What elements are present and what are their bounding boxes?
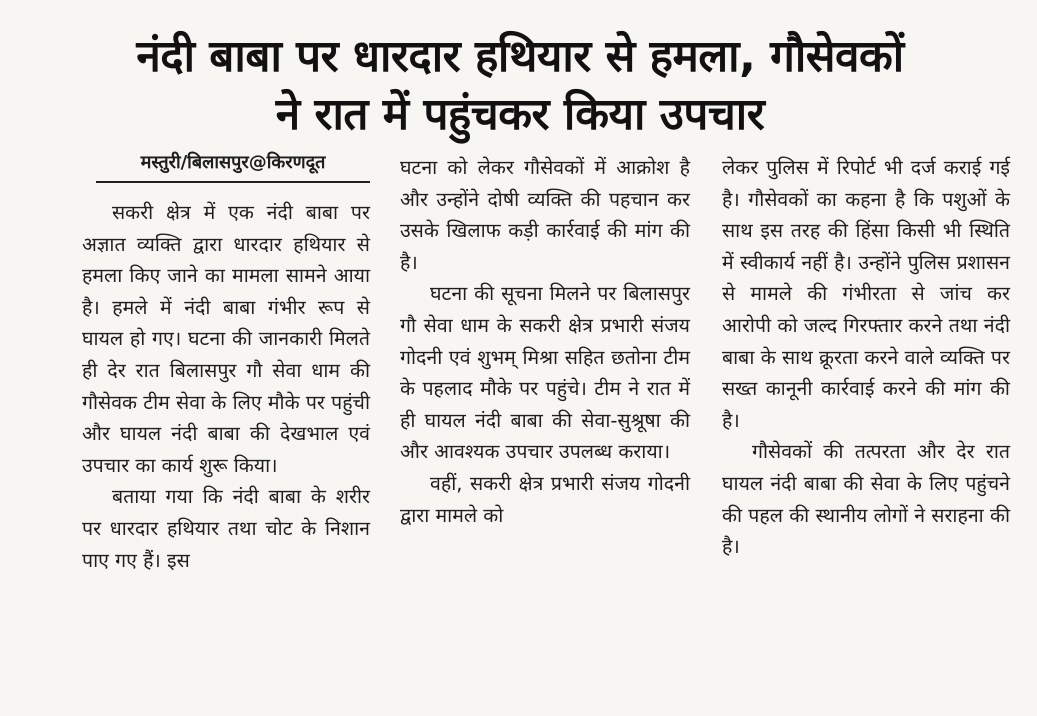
headline-line-1: नंदी बाबा पर धारदार हथियार से हमला, गौसेवकों xyxy=(136,31,904,82)
article-column-1 xyxy=(82,150,370,576)
paragraph: वहीं, सकरी क्षेत्र प्रभारी संजय गोदनी द्वारा मामले को xyxy=(400,471,690,527)
article-column-2 xyxy=(400,152,690,531)
article-column-3 xyxy=(722,152,1010,563)
paragraph: घटना को लेकर गौसेवकों में आक्रोश है और उन्होंने दोषी व्यक्ति की पहचान कर उसके खिलाफ कड़ी कार्रवाई की मांग की है। xyxy=(400,156,690,274)
paragraph: बताया गया कि नंदी बाबा के शरीर पर धारदार हथियार तथा चोट के निशान पाए गए हैं। इस xyxy=(82,485,370,572)
headline xyxy=(30,28,1010,144)
headline-line-2: ने रात में पहुंचकर किया उपचार xyxy=(275,89,765,140)
paragraph: घटना की सूचना मिलने पर बिलासपुर गौ सेवा धाम के सकरी क्षेत्र प्रभारी संजय गोदनी एवं शुभम् मिश्रा सहित छतोना टीम के पहलाद मौके पर पहुंचे। टीम ने रात में ही घायल नंदी बाबा की सेवा-सुश्रूषा की और आवश्यक उपचार उपलब्ध कराया। xyxy=(400,282,690,464)
paragraph: सकरी क्षेत्र में एक नंदी बाबा पर अज्ञात व्यक्ति द्वारा धारदार हथियार से हमला किए जाने का मामला सामने आया है। हमले में नंदी बाबा गंभीर रूप से घायल हो गए। घटना की जानकारी मिलते ही देर रात बिलासपुर गौ सेवा धाम की गौसेवक टीम सेवा के लिए मौके पर पहुंची और घायल नंदी बाबा की देखभाल एवं उपचार का कार्य शुरू किया। xyxy=(82,201,370,477)
byline: मस्तुरी/बिलासपुर@किरणदूत xyxy=(96,150,370,183)
paragraph: लेकर पुलिस में रिपोर्ट भी दर्ज कराई गई है। गौसेवकों का कहना है कि पशुओं के साथ इस तरह की हिंसा किसी भी स्थिति में स्वीकार्य नहीं है। उन्होंने पुलिस प्रशासन से मामले की गंभीरता से जांच कर आरोपी को जल्द गिरफ्तार करने तथा नंदी बाबा के साथ क्रूरता करने वाले व्यक्ति पर सख्त कानूनी कार्रवाई करने की मांग की है। xyxy=(722,156,1010,432)
paragraph: गौसेवकों की तत्परता और देर रात घायल नंदी बाबा की सेवा के लिए पहुंचने की पहल की स्थानीय लोगों ने सराहना की है। xyxy=(722,440,1010,559)
